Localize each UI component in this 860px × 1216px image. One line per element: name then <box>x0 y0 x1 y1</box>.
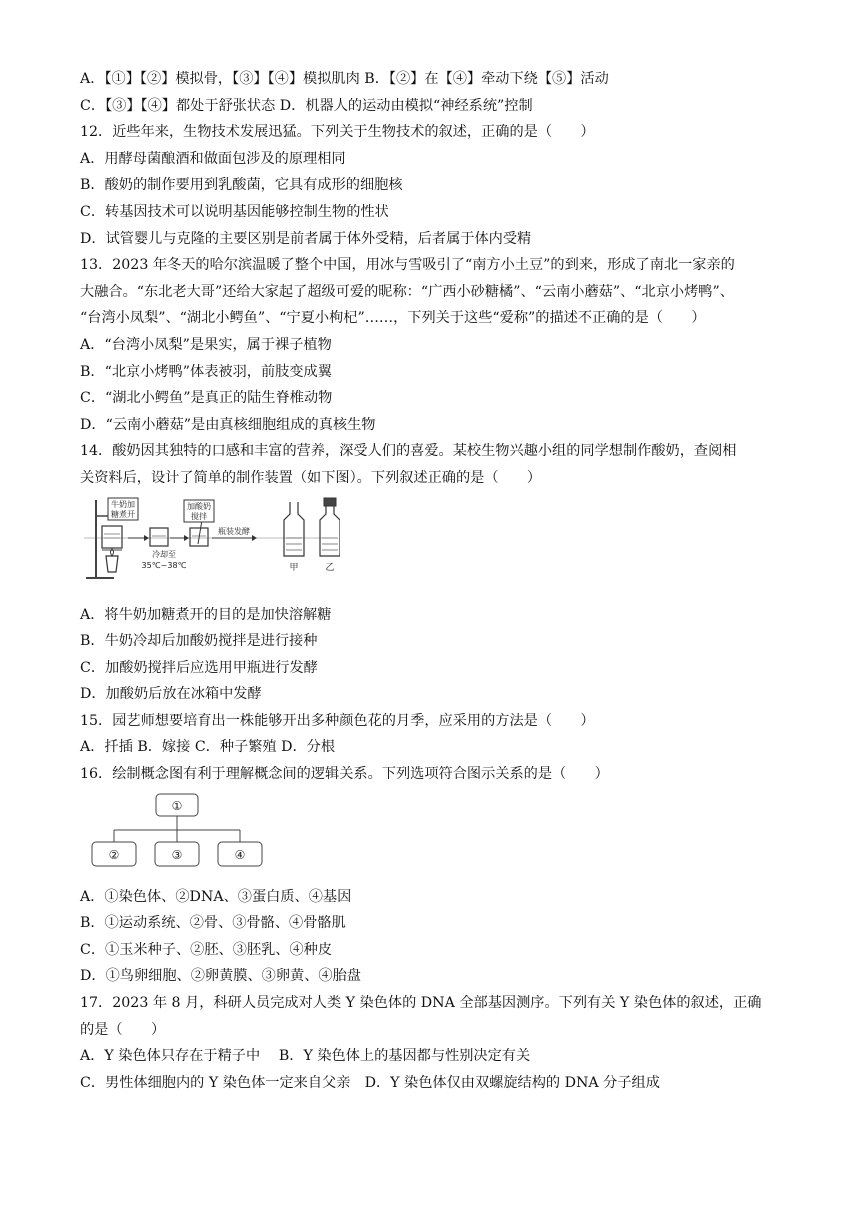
question-13 <box>80 252 796 438</box>
q13-stem-line1: 13．2023 年冬天的哈尔滨温暖了整个中国，用冰与雪吸引了“南方小土豆”的到来，形成了南北一家亲的 <box>80 257 735 274</box>
q15-options: A．扦插 B．嫁接 C．种子繁殖 D．分根 <box>80 739 336 756</box>
yogurt-apparatus-diagram <box>80 494 340 598</box>
bottle-cap <box>324 498 336 506</box>
concept-node-1-label: ① <box>171 798 183 813</box>
q14-option-d: D．加酸奶后放在冰箱中发酵 <box>80 686 262 703</box>
q13-stem-line2: 大融合。“东北老大哥”还给大家起了超级可爱的昵称：“广西小砂糖橘”、“云南小蘑菇”、“北京小烤鸭”、 <box>80 283 734 300</box>
q13-option-b: B．“北京小烤鸭”体表被羽，前肢变成翼 <box>80 363 332 380</box>
label-bottle-ferment: 瓶装发酵 <box>218 526 250 536</box>
question-12 <box>80 119 796 252</box>
arrow-head-icon <box>144 535 149 541</box>
q16-stem: 16．绘制概念图有利于理解概念间的逻辑关系。下列选项符合图示关系的是（ ） <box>80 766 609 783</box>
question-14 <box>80 438 796 708</box>
label-boil-line2: 糖煮开 <box>111 509 135 519</box>
concept-node-2-label: ② <box>108 847 120 862</box>
concept-map-figure <box>80 792 280 876</box>
q14-stem-line2: 关资料后，设计了简单的制作装置（如下图）。下列叙述正确的是（ ） <box>80 469 542 486</box>
q13-option-d: D．“云南小蘑菇”是由真核细胞组成的真核生物 <box>80 416 376 433</box>
label-cool-line2: 35℃~38℃ <box>141 560 187 570</box>
concept-map-diagram <box>80 792 280 876</box>
label-bottle-yi: 乙 <box>325 562 335 573</box>
q17-option-ab: A．Y 染色体只存在于精子中 B．Y 染色体上的基因都与性别决定有关 <box>80 1048 531 1065</box>
q16-option-a: A．①染色体、②DNA、③蛋白质、④基因 <box>80 888 352 905</box>
q12-option-a: A．用酵母菌酿酒和做面包涉及的原理相同 <box>80 150 346 167</box>
label-cool-line1: 冷却至 <box>152 549 176 559</box>
q11-option-cd: C．【③】【④】都处于舒张状态 D．机器人的运动由模拟“神经系统”控制 <box>80 97 533 114</box>
q13-option-c: C．“湖北小鳄鱼”是真正的陆生脊椎动物 <box>80 390 333 407</box>
q17-stem-line2: 的是（ ） <box>80 1021 166 1038</box>
question-16 <box>80 761 796 990</box>
q14-option-c: C．加酸奶搅拌后应选用甲瓶进行发酵 <box>80 659 318 676</box>
q12-option-d: D．试管婴儿与克隆的主要区别是前者属于体外受精，后者属于体内受精 <box>80 230 532 247</box>
q17-stem-line1: 17．2023 年 8 月，科研人员完成对人类 Y 染色体的 DNA 全部基因测序。下列有关 Y 染色体的叙述，正确 <box>80 995 762 1012</box>
label-mix-line2: 搅拌 <box>191 511 207 521</box>
boiling-beaker <box>102 526 122 548</box>
q17-option-cd: C．男性体细胞内的 Y 染色体一定来自父亲 D．Y 染色体仅由双螺旋结构的 DNA 分子组成 <box>80 1074 660 1091</box>
bottle-yi <box>320 506 340 556</box>
concept-node-4-label: ④ <box>234 847 246 862</box>
q16-option-d: D．①鸟卵细胞、②卵黄膜、③卵黄、④胎盘 <box>80 968 361 985</box>
q14-option-a: A．将牛奶加糖煮开的目的是加快溶解糖 <box>80 606 332 623</box>
cooling-beaker <box>150 528 168 546</box>
alcohol-lamp <box>106 556 118 572</box>
yogurt-apparatus-figure <box>80 494 340 598</box>
label-mix-line1: 加酸奶 <box>187 501 211 511</box>
q15-stem: 15．园艺师想要培育出一株能够开出多种颜色花的月季，应采用的方法是（ ） <box>80 712 595 729</box>
stirring-rod <box>198 520 202 544</box>
label-bottle-jia: 甲 <box>289 562 299 573</box>
q16-option-b: B．①运动系统、②骨、③骨骼、④骨骼肌 <box>80 915 346 932</box>
question-15 <box>80 708 796 761</box>
concept-node-3-label: ③ <box>171 847 183 862</box>
q14-stem-line1: 14．酸奶因其独特的口感和丰富的营养，深受人们的喜爱。某校生物兴趣小组的同学想制作酸奶，查阅相 <box>80 443 737 460</box>
q13-option-a: A．“台湾小凤梨”是果实，属于裸子植物 <box>80 336 332 353</box>
q14-option-b: B．牛奶冷却后加酸奶搅拌是进行接种 <box>80 633 318 650</box>
q13-stem-line3: “台湾小凤梨”、“湖北小鳄鱼”、“宁夏小枸杞”……，下列关于这些“爱称”的描述不正确的是（ ） <box>80 310 706 327</box>
q12-option-c: C．转基因技术可以说明基因能够控制生物的性状 <box>80 203 389 220</box>
arrow-head-icon <box>252 535 257 541</box>
bottle-jia <box>284 502 304 556</box>
arrow-head-icon <box>184 535 189 541</box>
q12-stem: 12．近些年来，生物技术发展迅猛。下列关于生物技术的叙述，正确的是（ ） <box>80 124 595 141</box>
q11-option-ab: A．【①】【②】模拟骨，【③】【④】模拟肌肉 B．【②】在【④】牵动下绕【⑤】活动 <box>80 71 609 87</box>
label-boil-line1: 牛奶加 <box>111 499 135 509</box>
question-17 <box>80 990 796 1096</box>
q16-option-c: C．①玉米种子、②胚、③胚乳、④种皮 <box>80 941 333 958</box>
exam-content <box>80 66 796 1096</box>
q12-option-b: B．酸奶的制作要用到乳酸菌，它具有成形的细胞核 <box>80 177 403 194</box>
